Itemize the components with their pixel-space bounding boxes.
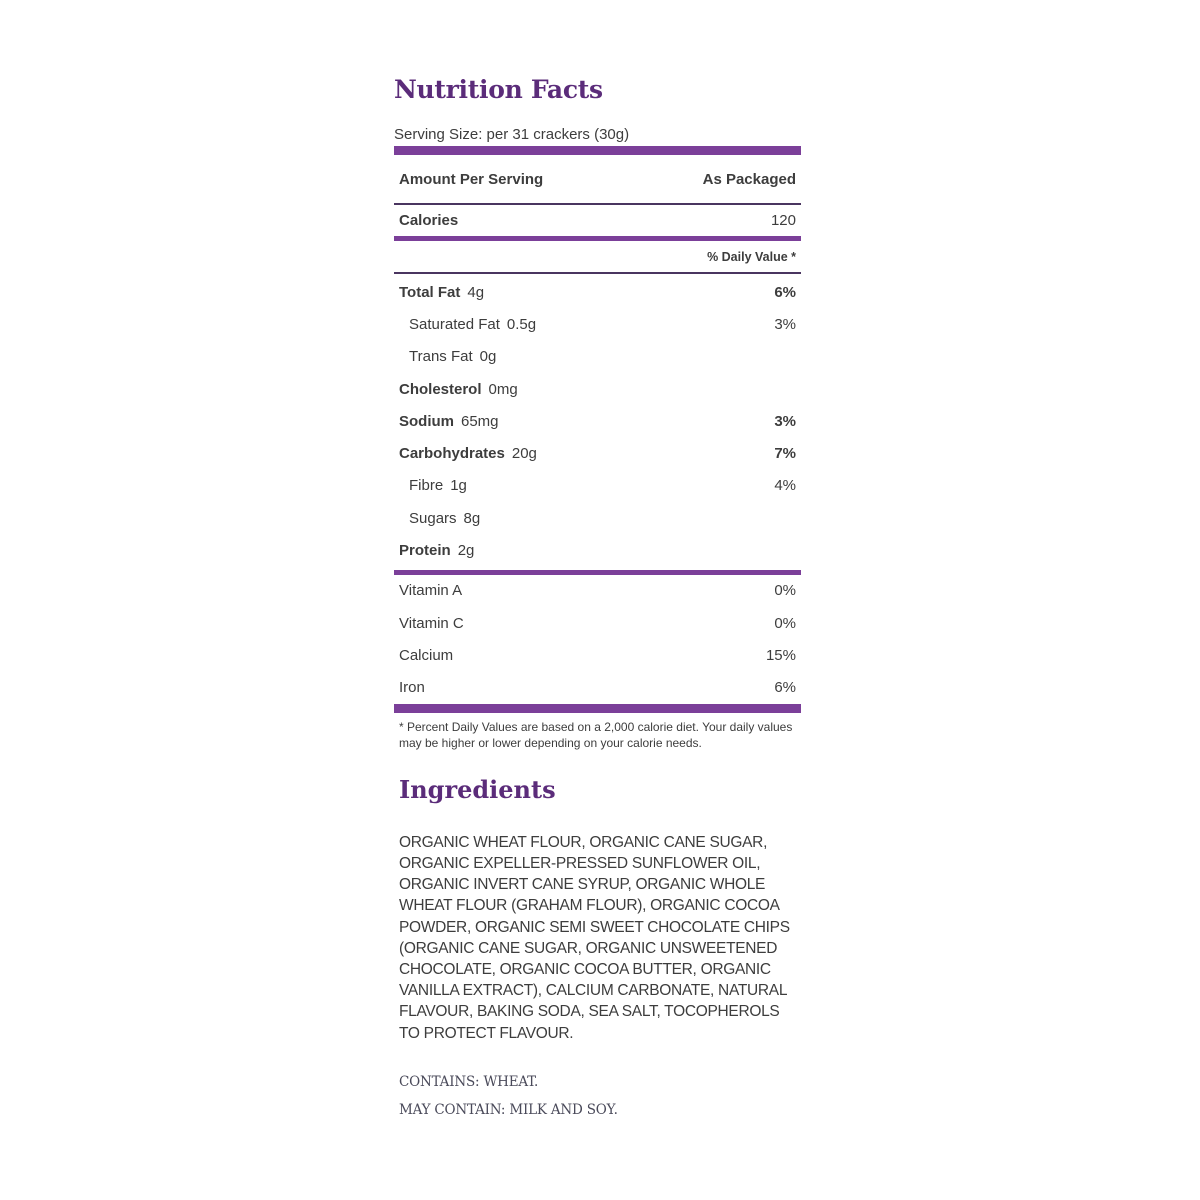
vitamin-name: Vitamin A [399,582,463,600]
nutrition-facts-title: Nutrition Facts [394,75,603,104]
vitamin-name: Iron [399,679,425,697]
daily-value-header: % Daily Value * [707,249,796,264]
vitamin-row-vitamin-a [394,575,801,607]
nutrient-row-carbohydrates [394,437,801,469]
nutrient-dv: 7% [774,445,796,463]
nutrient-name: Fibre [409,477,444,495]
nutrient-dv: 4% [774,477,796,495]
vitamin-list [394,575,801,704]
nutrient-name: Saturated Fat [409,315,500,333]
nutrient-amount: 4g [467,283,485,301]
nutrient-name: Total Fat [399,283,461,301]
calories-label: Calories [399,212,459,229]
nutrient-row-protein [394,534,801,566]
serving-size: Serving Size: per 31 crackers (30g) [394,126,630,143]
amount-header-row [394,155,801,203]
contains-allergens: CONTAINS: WHEAT. [399,1073,539,1090]
nutrient-name: Cholesterol [399,380,482,398]
calories-value: 120 [770,212,796,229]
nutrient-dv: 3% [774,412,796,430]
daily-value-footnote: * Percent Daily Values are based on a 2,000 calorie diet. Your daily values may be higher or lower depending on your calorie needs. [399,719,793,750]
amount-per-serving-label: Amount Per Serving [399,170,544,188]
nutrient-amount: 0g [479,348,497,366]
nutrient-name: Protein [399,542,451,560]
vitamin-dv: 0% [774,582,796,600]
nutrition-panel [394,70,801,1118]
vitamin-dv: 0% [774,614,796,632]
nutrient-dv: 6% [774,283,796,301]
nutrient-row-cholesterol [394,373,801,405]
nutrient-list [394,276,801,567]
nutrient-name: Carbohydrates [399,445,505,463]
nutrient-row-trans-fat [394,341,801,373]
vitamin-dv: 15% [765,646,796,664]
vitamin-name: Calcium [399,646,454,664]
nutrient-amount: 1g [450,477,467,495]
divider-thick [394,704,801,713]
divider-thick [394,146,801,155]
nutrient-name: Trans Fat [409,348,473,366]
nutrient-amount: 0.5g [506,315,537,333]
nutrient-name: Sodium [399,412,454,430]
nutrient-row-sugars [394,502,801,534]
vitamin-dv: 6% [774,679,796,697]
nutrient-amount: 65mg [461,412,499,430]
nutrient-row-fibre [394,470,801,502]
nutrient-name: Sugars [409,509,457,527]
vitamin-row-iron [394,672,801,704]
vitamin-row-calcium [394,639,801,671]
ingredients-title: Ingredients [399,774,556,804]
nutrient-row-sodium [394,405,801,437]
nutrient-amount: 20g [511,445,537,463]
ingredients-list: ORGANIC WHEAT FLOUR, ORGANIC CANE SUGAR, ORGANIC EXPELLER-PRESSED SUNFLOWER OIL, ORGANIC INVERT CANE SYRUP, ORGANIC WHOLE WHEAT FLOUR (GRAHAM FLOUR), ORGANIC COCOA POWDER, ORGANIC SEMI SWEET CHOCOLATE CHIPS (ORGANIC CANE SUGAR, ORGANIC UNSWEETENED CHOCOLATE, ORGANIC COCOA BUTTER, ORGANIC VANILLA EXTRACT), CALCIUM CARBONATE, NATURAL FLAVOUR, BAKING SODA, SEA SALT, TOCOPHEROLS TO PROTECT FLAVOUR. [399,833,790,1042]
nutrient-amount: 2g [457,542,475,560]
nutrient-dv: 3% [774,315,796,333]
vitamin-name: Vitamin C [399,614,464,632]
vitamin-row-vitamin-c [394,607,801,639]
nutrient-row-total-fat [394,276,801,308]
daily-value-header-row [394,241,801,272]
as-packaged-label: As Packaged [702,170,796,188]
nutrient-row-saturated-fat [394,308,801,340]
nutrient-amount: 0mg [488,380,518,398]
calories-row [394,205,801,236]
nutrient-amount: 8g [463,509,481,527]
may-contain-allergens: MAY CONTAIN: MILK AND SOY. [399,1101,618,1118]
